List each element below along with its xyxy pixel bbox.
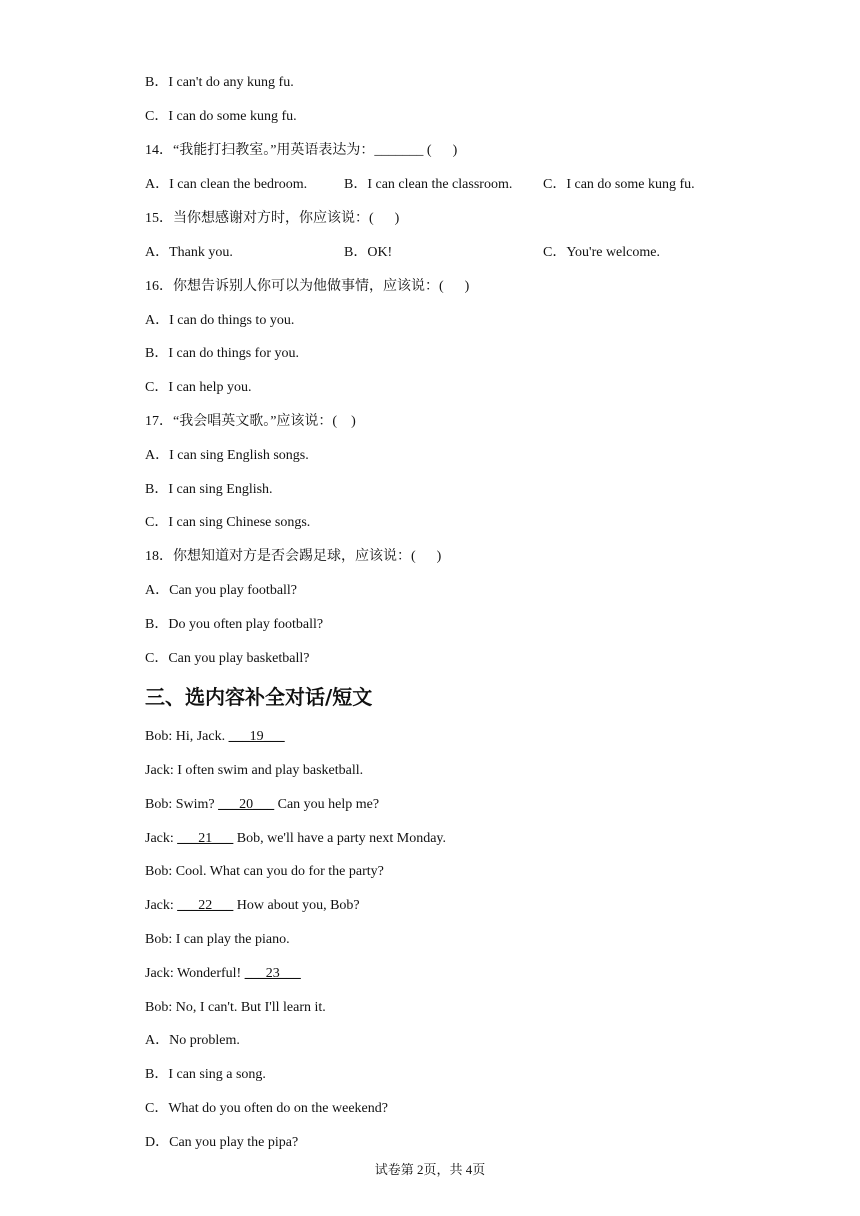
q15-option-c: C．You're welcome. — [543, 245, 660, 260]
q17-option-a: A．I can sing English songs. — [145, 448, 309, 463]
q18-question: 18．你想知道对方是否会踢足球，应该说：( ) — [145, 549, 442, 564]
dialogue-line-4 — [145, 830, 446, 848]
q14-option-b: B．I can clean the classroom. — [344, 177, 513, 192]
q17-option-c: C．I can sing Chinese songs. — [145, 515, 311, 530]
q17-option-b: B．I can sing English. — [145, 482, 273, 497]
dialogue-line-3 — [145, 796, 379, 814]
q15-option-b: B．OK! — [344, 245, 393, 260]
blank-19[interactable]: ___19___ — [228, 729, 285, 744]
dialogue-line-4-text: Jack: — [145, 831, 178, 846]
q14-option-a: A．I can clean the bedroom. — [145, 177, 308, 192]
q14-options — [145, 176, 695, 194]
q16-question: 16．你想告诉别人你可以为他做事情，应该说：( ) — [145, 279, 470, 294]
section-3-option-d: D．Can you play the pipa? — [145, 1135, 299, 1150]
q13-option-c: C．I can do some kung fu. — [145, 109, 297, 124]
dialogue-line-6-text: Jack: — [145, 898, 178, 913]
q15-option-a: A．Thank you. — [145, 245, 233, 260]
dialogue-line-2: Jack: I often swim and play basketball. — [145, 763, 364, 778]
q16-option-c: C．I can help you. — [145, 380, 252, 395]
section-3-heading: 三、选内容补全对话/短文 — [145, 685, 373, 709]
dialogue-line-7: Bob: I can play the piano. — [145, 932, 290, 947]
dialogue-line-1-text: Bob: Hi, Jack. — [145, 729, 229, 744]
dialogue-line-8-text: Jack: Wonderful! — [145, 966, 245, 981]
blank-20[interactable]: ___20___ — [218, 797, 275, 812]
section-3-option-b: B．I can sing a song. — [145, 1067, 266, 1082]
dialogue-line-4-tail: Bob, we'll have a party next Monday. — [233, 831, 446, 846]
dialogue-line-6 — [145, 897, 360, 915]
dialogue-line-8 — [145, 965, 301, 983]
q14-option-c: C．I can do some kung fu. — [543, 177, 695, 192]
q17-question: 17．“我会唱英文歌。”应该说：( ) — [145, 414, 356, 429]
blank-22[interactable]: ___22___ — [177, 898, 234, 913]
dialogue-line-5: Bob: Cool. What can you do for the party? — [145, 864, 384, 879]
q13-option-b: B．I can't do any kung fu. — [145, 75, 294, 90]
section-3-option-a: A．No problem. — [145, 1033, 240, 1048]
q16-option-b: B．I can do things for you. — [145, 346, 299, 361]
blank-23[interactable]: ___23___ — [244, 966, 301, 981]
q15-question: 15．当你想感谢对方时，你应该说：( ) — [145, 211, 400, 226]
q18-option-b: B．Do you often play football? — [145, 617, 324, 632]
dialogue-line-1 — [145, 728, 285, 746]
q18-option-c: C．Can you play basketball? — [145, 651, 310, 666]
q15-options — [145, 244, 660, 262]
q16-option-a: A．I can do things to you. — [145, 313, 295, 328]
q14-question: 14．“我能打扫教室。”用英语表达为：_______ ( ) — [145, 143, 458, 158]
page-footer: 试卷第 2页，共 4页 — [374, 1162, 486, 1177]
section-3-option-c: C．What do you often do on the weekend? — [145, 1101, 388, 1116]
dialogue-line-6-tail: How about you, Bob? — [233, 898, 360, 913]
q18-option-a: A．Can you play football? — [145, 583, 298, 598]
dialogue-line-9: Bob: No, I can't. But I'll learn it. — [145, 1000, 326, 1015]
blank-21[interactable]: ___21___ — [177, 831, 234, 846]
dialogue-line-3-text: Bob: Swim? — [145, 797, 219, 812]
dialogue-line-3-tail: Can you help me? — [274, 797, 380, 812]
